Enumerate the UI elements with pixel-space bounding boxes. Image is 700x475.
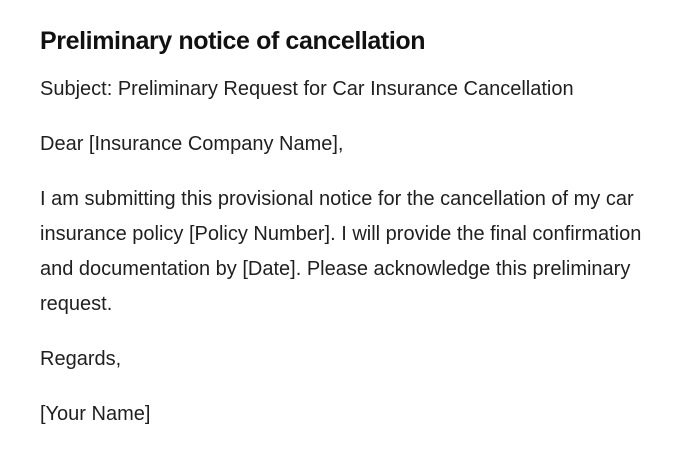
letter-subject: Subject: Preliminary Request for Car Insurance Cancellation	[40, 78, 574, 100]
letter-body: I am submitting this provisional notice for the cancellation of my car insurance policy [Policy Number]. I will provide the final confirmation and documentation by [Date]. Please acknowledge this preliminary request.	[40, 188, 642, 315]
letter-signature: [Your Name]	[40, 403, 151, 425]
letter-closing: Regards,	[40, 348, 122, 370]
letter-title: Preliminary notice of cancellation	[40, 27, 426, 55]
letter-greeting: Dear [Insurance Company Name],	[40, 133, 344, 155]
